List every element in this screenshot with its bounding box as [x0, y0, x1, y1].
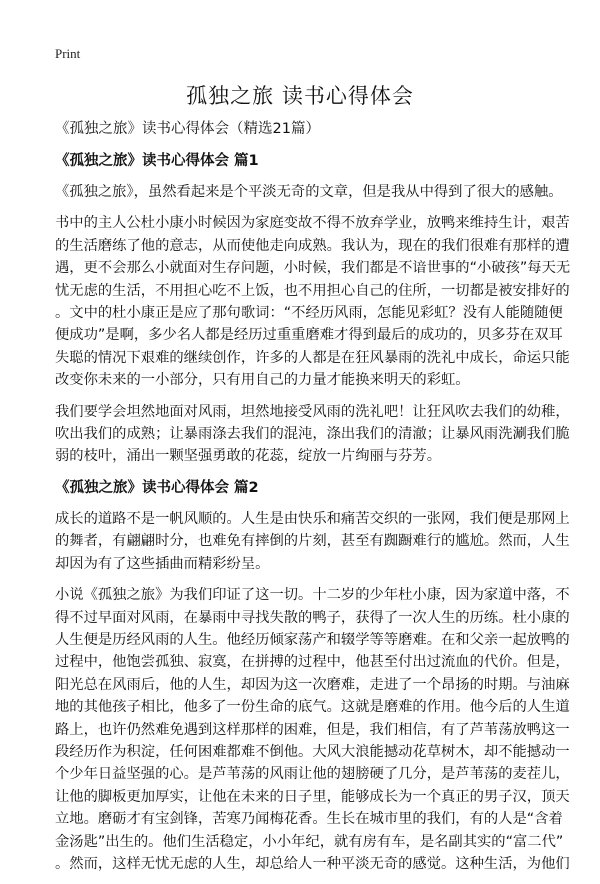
paragraph-line: 阳光总在风雨后，他的人生，却因为这一次磨难，走进了一个昂扬的时期。与油麻 [55, 676, 570, 693]
section-heading: 《孤独之旅》读书心得体会 篇2 [55, 479, 259, 496]
paragraph-line: 金汤匙”出生的。他们生活稳定，小小年纪，就有房有车，是名副其实的“富二代” [55, 833, 564, 850]
paragraph-line: 改变你未来的一小部分，只有用自己的力量才能换来明天的彩虹。 [55, 372, 470, 389]
paragraph-line: 遇，更不会那么小就面对生存问题，小时候，我们都是不谙世事的“小破孩”每天无 [55, 260, 571, 277]
paragraph [55, 181, 563, 203]
paragraph-line: 《孤独之旅》，虽然看起来是个平淡无奇的文章，但是我从中得到了很大的感触。 [55, 184, 563, 200]
document-subtitle: 《孤独之旅》读书心得体会（精选21篇） [55, 121, 320, 137]
paragraph-line: 成长的道路不是一帆风顺的。人生是由快乐和痛苦交织的一张网，我们便是那网上 [55, 510, 570, 527]
paragraph [55, 401, 570, 468]
paragraph [55, 508, 570, 575]
page-title: 孤独之旅 读书心得体会 [186, 84, 414, 108]
paragraph-line: 失聪的情况下艰难的继续创作，许多的人都是在狂风暴雨的洗礼中成长，命运只能 [55, 349, 570, 366]
paragraph-line: 立地。磨砺才有宝剑锋，苦寒乃闻梅花香。生长在城市里的我们，有的人是“含着 [55, 811, 563, 828]
paragraph-line: 却因为有了这些插曲而精彩纷呈。 [55, 555, 270, 572]
paragraph-line: 得不过早面对风雨，在暴雨中寻找失散的鸭子，获得了一次人生的历练。杜小康的 [55, 609, 570, 626]
paragraph-line: 。然而，这样无忧无虑的人生，却总给人一种平淡无奇的感觉。这种生活，为他们 [55, 855, 570, 872]
paragraph-line: 书中的主人公杜小康小时候因为家庭变故不得不放弃学业，放鸭来维持生计，艰苦 [55, 215, 570, 232]
paragraph-line: 小说《孤独之旅》为我们印证了这一切。十二岁的少年杜小康，因为家道中落，不 [55, 587, 570, 604]
paragraph-line: 人生便是历经风雨的人生。他经历倾家荡产和辍学等等磨难。在和父亲一起放鸭的 [55, 631, 570, 648]
paragraph-line: 弱的枝叶，涌出一颗坚强勇敢的花蕊，绽放一片绚丽与芬芳。 [55, 448, 442, 465]
paragraph-line: 个少年日益坚强的心。是芦苇荡的风雨让他的翅膀硬了几分，是芦苇荡的麦茬儿， [55, 766, 570, 783]
paragraph-line: 让他的脚板更加厚实，让他在未来的日子里，能够成长为一个真正的男子汉，顶天 [55, 788, 570, 805]
paragraph-line: 的生活磨练了他的意志，从而使他走向成熟。我认为，现在的我们很难有那样的遭 [55, 237, 570, 254]
paragraph [55, 584, 570, 875]
paragraph-line: 。文中的杜小康正是应了那句歌词：“不经历风雨，怎能见彩虹？没有人能随随便 [55, 305, 563, 322]
paragraph-line: 过程中，他饱尝孤独、寂寞，在拼搏的过程中，他甚至付出过流血的代价。但是， [55, 654, 570, 671]
paragraph-line: 的舞者，有翩翩时分，也难免有摔倒的片刻，甚至有踟蹰难行的尴尬。然而，人生 [55, 533, 570, 550]
paragraph-line: 吹出我们的成熟；让暴雨涤去我们的混沌，涤出我们的清澈；让暴风雨洗涮我们脆 [55, 426, 570, 443]
paragraph-line: 路上，也许仍然难免遇到这样那样的困难，但是，我们相信，有了芦苇荡放鸭这一 [55, 721, 570, 738]
paragraph-line: 段经历作为积淀，任何困难都难不倒他。大风大浪能撼动花草树木，却不能撼动一 [55, 743, 570, 760]
paragraph-line: 便成功”是啊，多少名人都是经历过重重磨难才得到最后的成功的，贝多芬在双耳 [55, 327, 563, 344]
print-link[interactable]: Print [55, 46, 81, 61]
paragraph-line: 忧无虑的生活，不用担心吃不上饭，也不用担心自己的住所，一切都是被安排好的 [55, 282, 570, 299]
document-body [55, 118, 571, 884]
paragraph [55, 212, 571, 391]
section-heading: 《孤独之旅》读书心得体会 篇1 [55, 153, 259, 169]
paragraph-line: 我们要学会坦然地面对风雨，坦然地接受风雨的洗礼吧！让狂风吹去我们的幼稚， [55, 403, 570, 420]
paragraph-line: 地的其他孩子相比，他多了一份生命的底气。这就是磨难的作用。他今后的人生道 [55, 699, 570, 716]
